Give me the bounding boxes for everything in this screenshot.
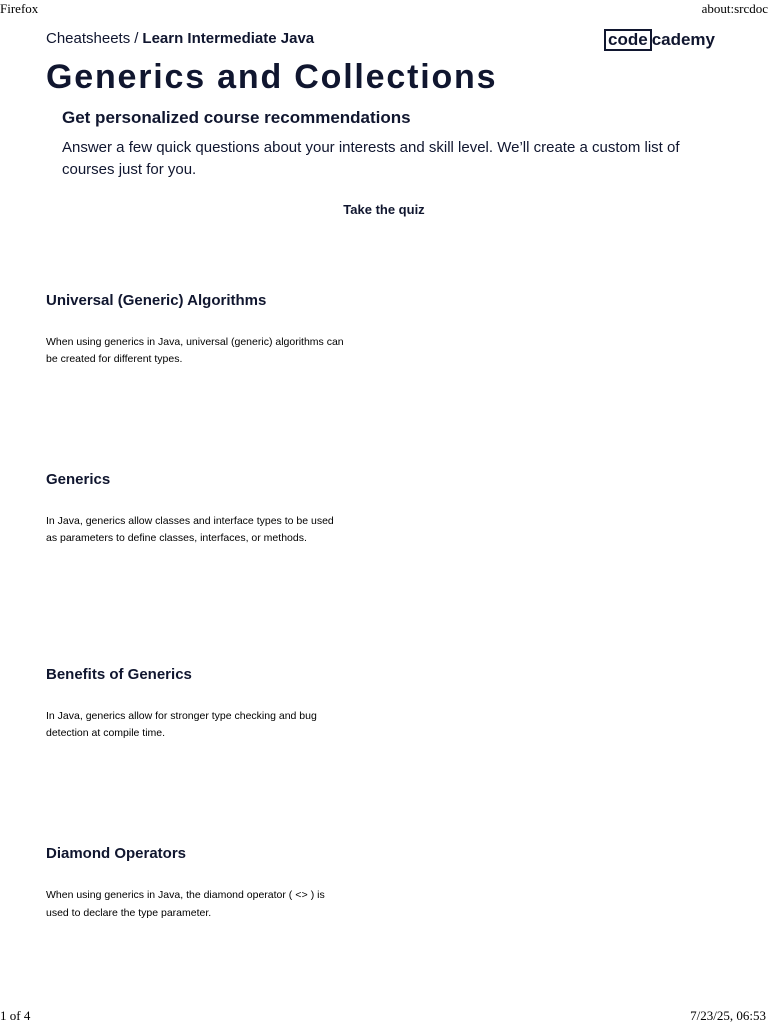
section-title: Benefits of Generics (46, 666, 192, 683)
section-title: Generics (46, 471, 111, 488)
logo-cursor-mark (644, 49, 651, 51)
section-title: Universal (Generic) Algorithms (46, 292, 267, 309)
print-footer-timestamp: 7/23/25, 06:53 (690, 1008, 766, 1023)
breadcrumb-separator: / (134, 30, 139, 47)
section-body: When using generics in Java, universal (generic) algorithms can be created for different types. (46, 336, 344, 365)
logo-boxed-text: code (604, 29, 652, 51)
print-header-browser: Firefox (0, 1, 39, 16)
breadcrumb-current[interactable]: Learn Intermediate Java (142, 30, 315, 47)
print-header-url: about:srcdoc (701, 1, 768, 16)
print-footer-page-count: 1 of 4 (0, 1008, 31, 1023)
codecademy-logo[interactable] (604, 29, 715, 53)
section-body (46, 887, 346, 922)
inline-code: <> (295, 890, 308, 902)
section-body: In Java, generics allow classes and interface types to be used as parameters to define classes, interfaces, or methods. (46, 515, 334, 544)
recommendation-heading: Get personalized course recommendations (62, 108, 411, 127)
page-title: Generics and Collections (46, 58, 498, 96)
breadcrumb (46, 29, 314, 49)
take-quiz-link[interactable]: Take the quiz (343, 202, 425, 217)
logo-rest-text: cademy (651, 30, 716, 49)
section-body: In Java, generics allow for stronger type checking and bug detection at compile time. (46, 710, 317, 739)
section-body-text: When using generics in Java, the diamond operator ( (46, 889, 296, 901)
breadcrumb-cheatsheets-link[interactable]: Cheatsheets (46, 30, 131, 47)
recommendation-text: Answer a few quick questions about your interests and skill level. We’ll create a custom list of courses just for you. (62, 139, 680, 178)
section-body-text: ) is used to declare the type parameter. (46, 889, 325, 919)
section-title: Diamond Operators (46, 845, 187, 862)
